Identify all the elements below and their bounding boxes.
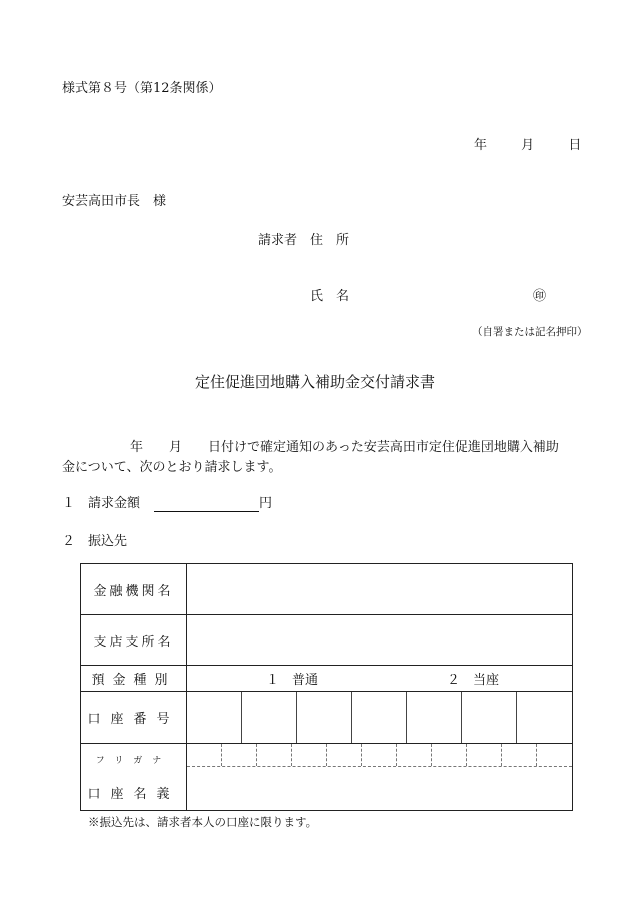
row-bank-name: [81, 564, 572, 615]
furigana-cell[interactable]: [222, 744, 257, 766]
furigana-cell[interactable]: [292, 744, 327, 766]
row-branch-name: [81, 615, 572, 666]
deposit-option-ordinary[interactable]: １ 普通: [266, 673, 319, 688]
account-digit-cell[interactable]: [462, 692, 517, 743]
account-digit-cell[interactable]: [407, 692, 462, 743]
furigana-cell[interactable]: [327, 744, 362, 766]
row-account-number: [81, 692, 572, 744]
bank-name-field[interactable]: [187, 564, 572, 614]
furigana-cell[interactable]: [467, 744, 502, 766]
signature-note: （自署または記名押印）: [472, 326, 588, 338]
account-holder-field[interactable]: [187, 766, 572, 810]
form-number: 様式第８号（第12条関係）: [62, 81, 222, 96]
account-holder-label: 口座名義: [87, 786, 180, 802]
bank-account-table: [80, 563, 573, 811]
document-title: 定住促進団地購入補助金交付請求書: [194, 373, 435, 391]
transfer-label: ２ 振込先: [62, 534, 128, 549]
row-deposit-type: [81, 666, 572, 692]
branch-name-field[interactable]: [187, 615, 572, 665]
furigana-cell[interactable]: [537, 744, 572, 766]
furigana-label: フリガナ: [95, 755, 172, 766]
furigana-cell[interactable]: [362, 744, 397, 766]
account-digit-cell[interactable]: [297, 692, 352, 743]
seal-mark: ㊞: [533, 289, 547, 304]
account-number-label: 口座番号: [81, 692, 187, 743]
furigana-cell[interactable]: [397, 744, 432, 766]
amount-unit: 円: [259, 496, 273, 511]
account-digit-cell[interactable]: [352, 692, 407, 743]
date-year-label: 年: [474, 138, 488, 153]
transfer-note: ※振込先は、請求者本人の口座に限ります。: [88, 815, 318, 829]
furigana-cell[interactable]: [187, 744, 222, 766]
requester-address-label: 請求者 住 所: [258, 233, 350, 248]
request-amount: [62, 496, 272, 512]
addressee: 安芸高田市長 様: [62, 194, 167, 209]
date-day-label: 日: [568, 138, 582, 153]
amount-input-line[interactable]: [154, 497, 259, 512]
body-text: [62, 438, 587, 478]
furigana-cell[interactable]: [257, 744, 292, 766]
furigana-cells: [187, 744, 572, 767]
body-line-1: 年 月 日付けで確定通知のあった安芸高田市定住促進団地購入補助: [130, 440, 559, 455]
branch-name-label: 支店支所名: [81, 615, 187, 665]
account-digit-cell[interactable]: [517, 692, 572, 743]
body-line-2: 金について、次のとおり請求します。: [62, 460, 282, 475]
furigana-cell[interactable]: [432, 744, 467, 766]
account-holder-label-group: [81, 744, 187, 810]
date-field: [474, 138, 581, 154]
bank-name-label: 金融機関名: [81, 564, 187, 614]
amount-label: １ 請求金額: [62, 496, 141, 511]
furigana-cell[interactable]: [502, 744, 537, 766]
deposit-option-current[interactable]: ２ 当座: [447, 673, 500, 688]
deposit-type-label: 預金種別: [81, 666, 187, 691]
date-month-label: 月: [521, 138, 535, 153]
account-digit-cell[interactable]: [187, 692, 242, 743]
requester-name-label: 氏 名: [310, 289, 350, 304]
row-account-holder: [81, 744, 572, 810]
account-digit-cell[interactable]: [242, 692, 297, 743]
